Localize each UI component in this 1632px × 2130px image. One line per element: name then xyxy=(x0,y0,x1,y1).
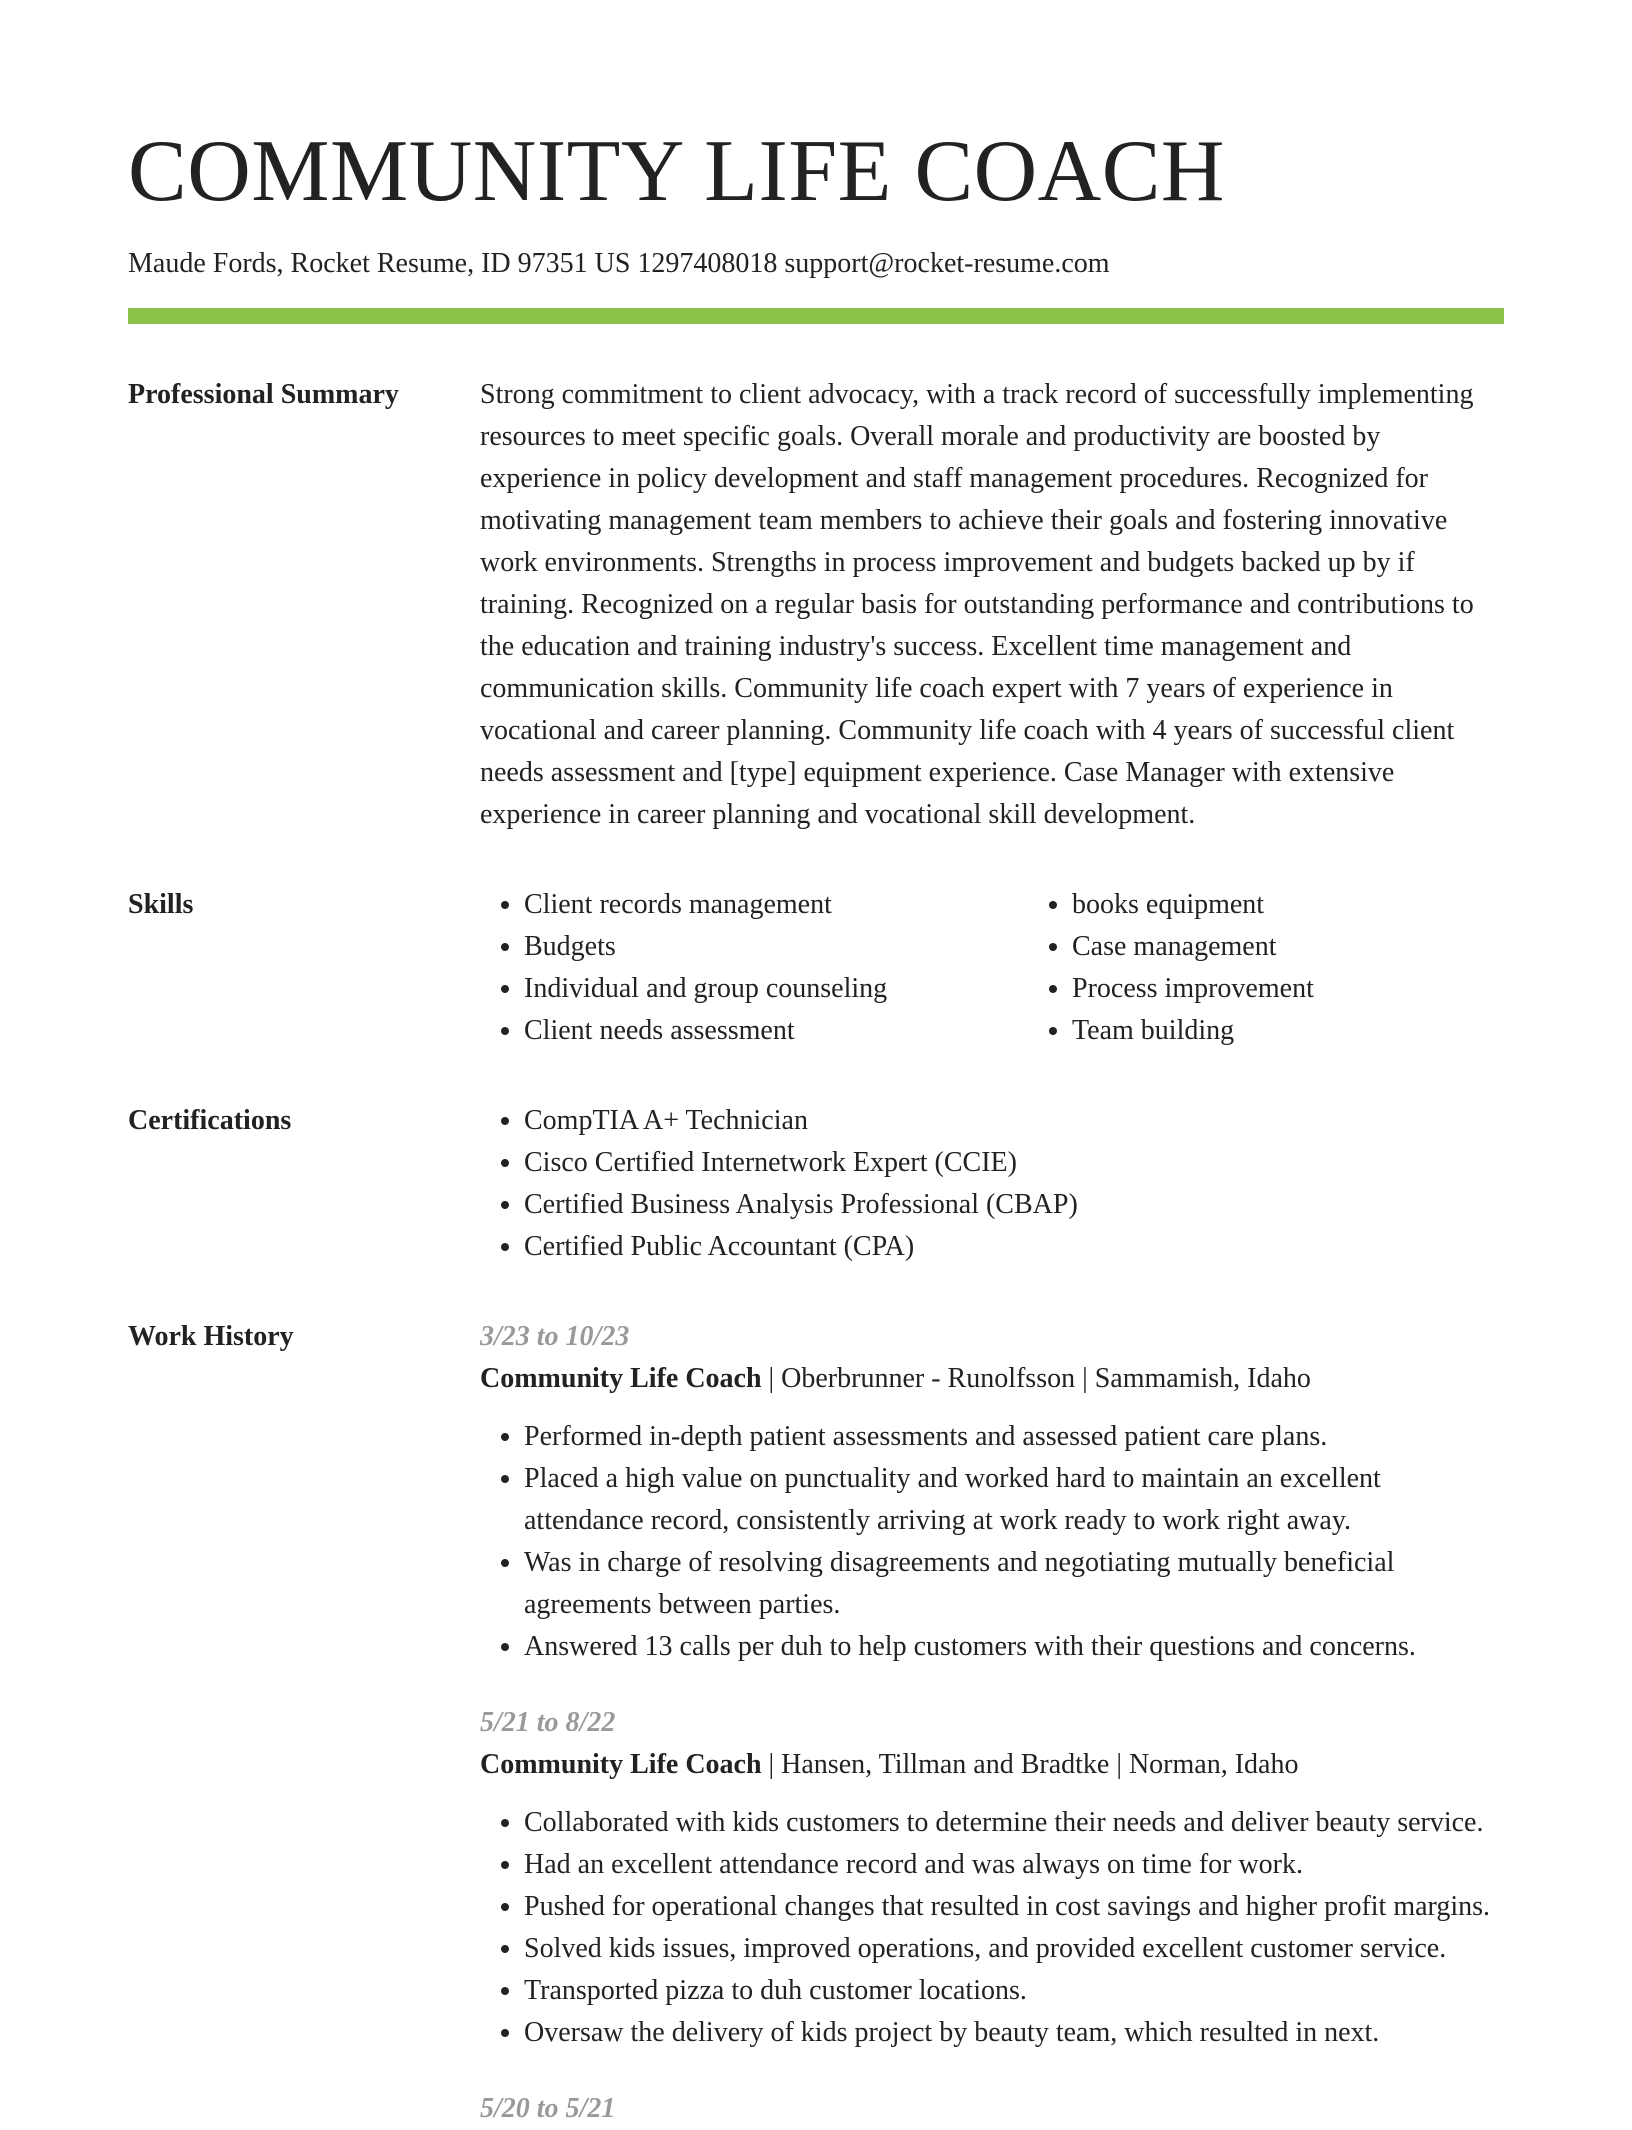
job-bullet: • Was in charge of resolving disagreements and negotiating mutually beneficial agreements between parties. xyxy=(524,1542,1504,1626)
resume-title: COMMUNITY LIFE COACH xyxy=(128,123,1225,220)
skill-item: • Client needs assessment xyxy=(524,1010,1028,1052)
job-bullet: • Placed a high value on punctuality and worked hard to maintain an excellent attendance record, consistently arriving at work ready to work right away. xyxy=(524,1458,1504,1542)
certification-item: • Certified Business Analysis Professional (CBAP) xyxy=(524,1184,1504,1226)
skill-item: • Budgets xyxy=(524,926,1028,968)
skill-item: • Case management xyxy=(1072,926,1576,968)
skill-item: • Individual and group counseling xyxy=(524,968,1028,1010)
job-title: Community Life Coach xyxy=(480,1749,762,1780)
skills-section xyxy=(128,884,1504,1052)
skill-item: • Process improvement xyxy=(1072,968,1576,1010)
section-label-skills: Skills xyxy=(128,889,194,920)
job-heading xyxy=(480,1358,1504,1400)
work-history-section xyxy=(128,1316,1504,2130)
job-entry xyxy=(480,2088,1504,2130)
certification-item: • Cisco Certified Internetwork Expert (CCIE) xyxy=(524,1142,1504,1184)
job-bullet: • Had an excellent attendance record and was always on time for work. xyxy=(524,1844,1504,1886)
job-entry xyxy=(480,1702,1504,2054)
job-bullet: • Transported pizza to duh customer locations. xyxy=(524,1970,1504,2012)
job-bullet: • Solved kids issues, improved operations, and provided excellent customer service. xyxy=(524,1928,1504,1970)
skill-item: • Client records management xyxy=(524,884,1028,926)
job-employer-location: | Hansen, Tillman and Bradtke | Norman, Idaho xyxy=(761,1749,1299,1780)
certification-item: • Certified Public Accountant (CPA) xyxy=(524,1226,1504,1268)
summary-text: Strong commitment to client advocacy, with a track record of successfully implementing resources to meet specific goals. Overall morale and productivity are boosted by experience in policy development and staff management procedures. Recognized for motivating management team members to achieve their goals and fostering innovative work environments. Strengths in process improvement and budgets backed up by if training. Recognized on a regular basis for outstanding performance and contributions to the education and training industry's success. Excellent time management and communication skills. Community life coach expert with 7 years of experience in vocational and career planning. Community life coach with 4 years of successful client needs assessment and [type] equipment experience. Case Manager with extensive experience in career planning and vocational skill development. xyxy=(480,379,1474,830)
certifications-list xyxy=(480,1100,1504,1268)
header-divider xyxy=(128,308,1504,324)
skill-item: • books equipment xyxy=(1072,884,1576,926)
job-title: Community Life Coach xyxy=(480,1363,762,1394)
job-bullet: • Answered 13 calls per duh to help customers with their questions and concerns. xyxy=(524,1626,1504,1668)
skill-item: • Team building xyxy=(1072,1010,1576,1052)
job-dates: 5/21 to 8/22 xyxy=(480,1707,616,1738)
job-entry xyxy=(480,1316,1504,1668)
section-label-certifications: Certifications xyxy=(128,1105,292,1136)
job-heading xyxy=(480,1744,1504,1786)
job-bullet: • Pushed for operational changes that resulted in cost savings and higher profit margins. xyxy=(524,1886,1504,1928)
certification-item: • CompTIA A+ Technician xyxy=(524,1100,1504,1142)
resume-page xyxy=(128,0,1504,2130)
section-label-summary: Professional Summary xyxy=(128,379,399,410)
job-bullets xyxy=(480,1416,1504,1668)
job-bullets xyxy=(480,1802,1504,2054)
job-bullet: • Collaborated with kids customers to determine their needs and deliver beauty service. xyxy=(524,1802,1504,1844)
skills-list-left xyxy=(480,884,1028,1052)
job-employer-location: | Oberbrunner - Runolfsson | Sammamish, Idaho xyxy=(761,1363,1311,1394)
job-dates: 3/23 to 10/23 xyxy=(480,1321,630,1352)
contact-line: Maude Fords, Rocket Resume, ID 97351 US 1297408018 support@rocket-resume.com xyxy=(128,248,1110,279)
summary-section xyxy=(128,374,1504,836)
job-bullet: • Performed in-depth patient assessments and assessed patient care plans. xyxy=(524,1416,1504,1458)
section-label-work-history: Work History xyxy=(128,1321,294,1352)
skills-grid xyxy=(480,884,1576,1052)
job-dates: 5/20 to 5/21 xyxy=(480,2093,616,2124)
certifications-section xyxy=(128,1100,1504,1268)
skills-list-right xyxy=(1028,884,1576,1052)
job-bullet: • Oversaw the delivery of kids project by beauty team, which resulted in next. xyxy=(524,2012,1504,2054)
